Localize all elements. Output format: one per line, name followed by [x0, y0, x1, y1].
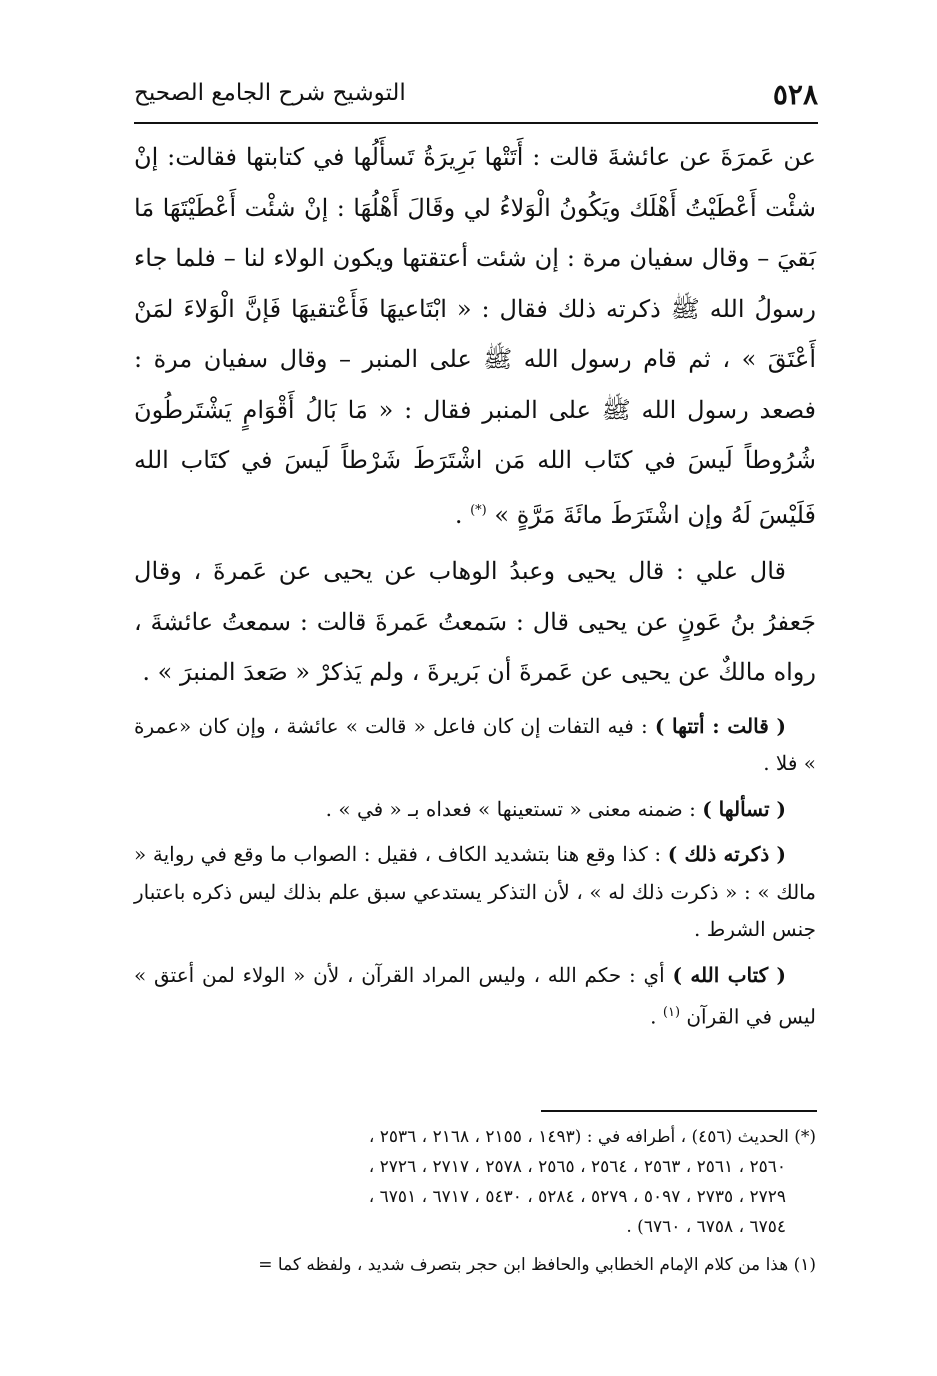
header-rule	[134, 122, 818, 124]
book-title: التوشيح شرح الجامع الصحيح	[134, 80, 406, 106]
commentary-text: : ضمنه معنى « تستعينها » فعداه بـ « في » .	[325, 796, 703, 821]
footnote-line: ٢٧٢٩ ، ٢٧٣٥ ، ٥٠٩٧ ، ٥٢٧٩ ، ٥٢٨٤ ، ٥٤٣٠ ، ٦٧١٧ ، ٦٧٥١ ،	[368, 1187, 786, 1207]
footnote-line: (*) الحديث (٤٥٦) ، أطرافه في : (١٤٩٣ ، ٢١٥٥ ، ٢١٦٨ ، ٢٥٣٦ ،	[368, 1127, 816, 1147]
commentary-paragraph	[134, 791, 816, 829]
footnotes	[134, 1122, 816, 1280]
footnote-line: ٦٧٥٤ ، ٦٧٥٨ ، ٦٧٦٠) .	[626, 1217, 786, 1237]
hadith-text	[134, 132, 816, 698]
commentary-text: أي : حكم الله ، وليس المراد القرآن ، لأن « الولاء لمن أعتق » ليس في القرآن	[134, 962, 816, 1029]
hadith-paragraph-2: قال علي : قال يحيى وعبدُ الوهاب عن يحيى عن عَمرةَ ، وقال جَعفرُ بنُ عَونٍ عن يحيى قال : سَمعتُ عَمرةَ قالت : سمعتُ عائشةَ ، رواه مالكٌ عن يحيى عن عَمرةَ أن بَريرةَ ، ولم يَذكرْ « صَعدَ المنبرَ » .	[134, 557, 816, 686]
page-number: ٥٢٨	[772, 78, 818, 111]
commentary-paragraph	[134, 957, 816, 1037]
footnote-marker-star: (*)	[470, 502, 487, 518]
commentary-lemma: ( تسألها )	[702, 796, 786, 821]
page-body	[134, 132, 816, 1044]
hadith-paragraph-text: عن عَمرَةَ عن عائشةَ قالت : أَتَتْها بَرِيرَةُ تَسأَلُها في كتابتها فقالت: إنْ شئْت أَعْطَيْتُ أَهْلَك ويَكُونُ الْوَلاءُ لي وقَالَ أَهْلُهَا : إنْ شئْت أَعْطَيْتَهَا مَا بَقيَ – وقال سفيان مرة : إن شئت أعتقتها ويكون الولاء لنا – فلما جاء رسولُ الله ﷺ ذكرته ذلك فقال : « ابْتَاعيهَا فَأَعْتقيهَا فَإنَّ الْوَلاءَ لمَنْ أَعْتَقَ » ، ثم قام رسول الله ﷺ على المنبر – وقال سفيان مرة : فصعد رسول الله ﷺ على المنبر فقال : « مَا بَالُ أَقْوَامٍ يَشْتَرطُونَ شُرُوطاً لَيسَ في كتَاب الله مَن اشْتَرَطَ شَرْطاً لَيسَ في كتَاب الله فَلَيْسَ لَهُ وإن اشْتَرَطَ مائَةَ مَرَّةٍ »	[134, 143, 816, 529]
commentary-end: .	[650, 1004, 663, 1029]
footnote-line: ٢٥٦٠ ، ٢٥٦١ ، ٢٥٦٣ ، ٢٥٦٤ ، ٢٥٦٥ ، ٢٥٧٨ ، ٢٧١٧ ، ٢٧٢٦ ،	[368, 1157, 786, 1177]
commentary-lemma: ( ذكرته ذلك )	[667, 842, 786, 866]
hadith-paragraph-end: .	[454, 500, 471, 529]
footnote-1: (١) هذا من كلام الإمام الخطابي والحافظ ابن حجر بتصرف شديد ، ولفظه كما =	[258, 1255, 816, 1275]
commentary-lemma: ( قالت : أتتها )	[654, 713, 786, 738]
footnote-ref-1: (١)	[662, 1005, 681, 1020]
commentary	[134, 708, 816, 1037]
commentary-lemma: ( كتاب الله )	[672, 962, 787, 987]
hadith-paragraph	[134, 132, 816, 540]
footnote-star	[134, 1122, 816, 1242]
commentary-text: : فيه التفات إن كان فاعل « قالت » عائشة ، وإن كان «عمرة » فلا .	[134, 713, 816, 775]
footnote-separator	[541, 1110, 817, 1112]
commentary-paragraph	[134, 708, 816, 783]
commentary-paragraph	[134, 836, 816, 949]
commentary-text: : كذا وقع هنا بتشديد الكاف ، فقيل : الصواب ما وقع في رواية « مالك » : « ذكرت ذلك له » ، لأن التذكر يستدعي سبق علم بذلك ليس ذكره باعتبار جنس الشرط .	[134, 842, 816, 941]
running-header	[134, 78, 818, 120]
